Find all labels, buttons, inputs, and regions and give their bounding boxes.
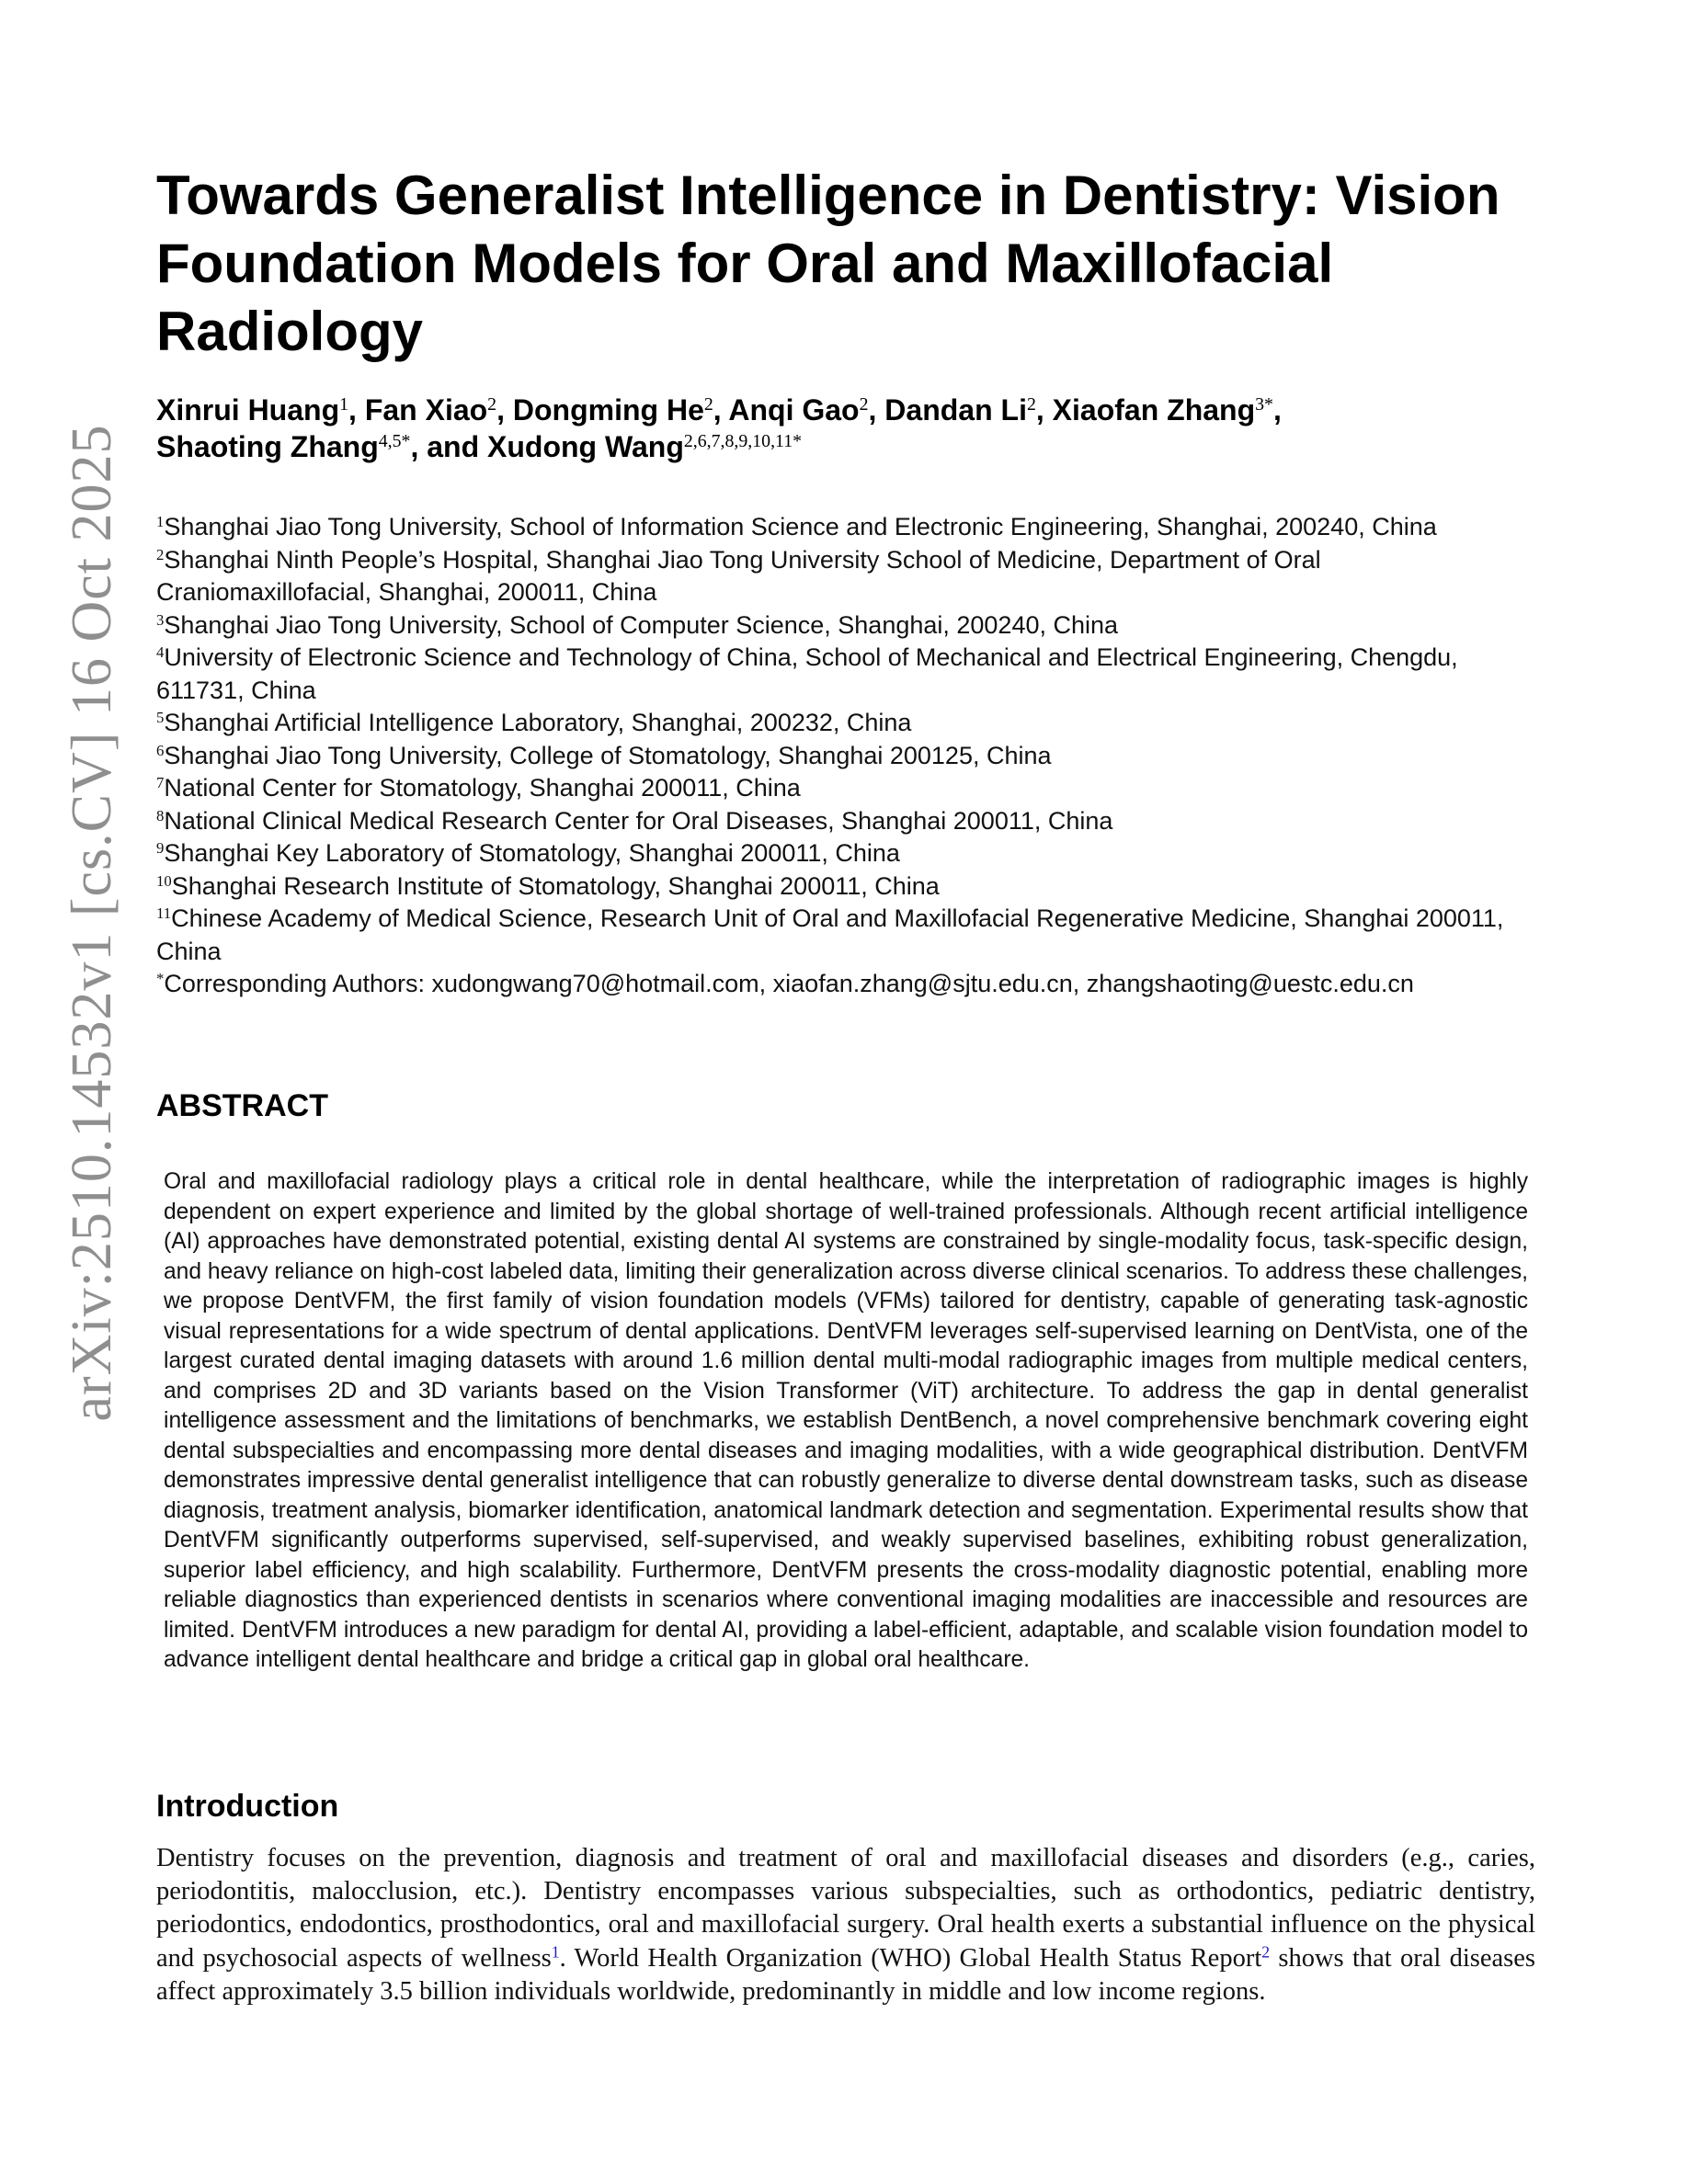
affiliation-mark: 6 — [156, 741, 165, 759]
author-name: Xinrui Huang — [156, 393, 340, 427]
affiliation-item — [156, 772, 1535, 805]
abstract-text: Oral and maxillofacial radiology plays a critical role in dental healthcare, while the interpretation of radiographic images is highly dependent on expert experience and limited by the global shortage of well-trained professionals. Although recent artificial intelligence (AI) approaches have demonstrated potential, existing dental AI systems are constrained by single-modality focus, task-specific design, and heavy reliance on high-cost labeled data, limiting their generalization across diverse clinical scenarios. To address these challenges, we propose DentVFM, the first family of vision foundation models (VFMs) tailored for dentistry, capable of generating task-agnostic visual representations for a wide spectrum of dental applications. DentVFM leverages self-supervised learning on DentVista, one of the largest curated dental imaging datasets with around 1.6 million dental multi-modal radiographic images from multiple medical centers, and comprises 2D and 3D variants based on the Vision Transformer (ViT) architecture. To address the gap in dental generalist intelligence assessment and the limitations of benchmarks, we establish DentBench, a novel comprehensive benchmark covering eight dental subspecialties and encompassing more dental diseases and imaging modalities, with a wide geographical distribution. DentVFM demonstrates impressive dental generalist intelligence that can robustly generalize to diverse dental downstream tasks, such as disease diagnosis, treatment analysis, biomarker identification, anatomical landmark detection and segmentation. Experimental results show that DentVFM significantly outperforms supervised, self-supervised, and weakly supervised baselines, exhibiting robust generalization, superior label efficiency, and high scalability. Furthermore, DentVFM presents the cross-modality diagnostic potential, enabling more reliable diagnostics than experienced dentists in scenarios where conventional imaging modalities are inaccessible and resources are limited. DentVFM introduces a new paradigm for dental AI, providing a label-efficient, adaptable, and scalable vision foundation model to advance intelligent dental healthcare and bridge a critical gap in global oral healthcare. — [164, 1169, 1528, 1672]
introduction-text: Dentistry focuses on the prevention, diagnosis and treatment of oral and maxillofacial diseases and disorders (e.g., caries, periodontitis, malocclusion, etc.). Dentistry encompasses various subspecialties, such as orthodontics, pediatric dentistry, periodontics, endodontics, prosthodontics, oral and maxillofacial surgery. Oral health exerts a substantial influence on the physical and psychosocial aspects of wellness — [156, 1844, 1535, 1973]
affiliation-item — [156, 511, 1535, 544]
author-name: Anqi Gao — [728, 393, 860, 427]
introduction-paragraph — [156, 1842, 1535, 2008]
affiliation-text: Chinese Academy of Medical Science, Research Unit of Oral and Maxillofacial Regenerative Medicine, Shanghai 200011, China — [156, 904, 1504, 965]
affiliation-text: Shanghai Jiao Tong University, School of Information Science and Electronic Engineering, Shanghai, 200240, China — [164, 513, 1437, 540]
author-affiliation-marks: 2 — [1026, 394, 1036, 415]
affiliation-mark: 9 — [156, 838, 165, 857]
author-name: Xiaofan Zhang — [1052, 393, 1256, 427]
affiliation-text: Shanghai Key Laboratory of Stomatology, Shanghai 200011, China — [164, 839, 900, 867]
author-affiliation-marks: 2 — [859, 394, 869, 415]
affiliation-item — [156, 837, 1535, 870]
affiliation-mark: 3 — [156, 610, 165, 629]
affiliation-text: University of Electronic Science and Technology of China, School of Mechanical and Electrical Engineering, Chengdu, 611731, China — [156, 643, 1458, 704]
author-separator: , — [348, 393, 365, 427]
author-name: Dandan Li — [884, 393, 1027, 427]
affiliation-mark: 4 — [156, 643, 165, 661]
affiliation-mark: 7 — [156, 773, 165, 791]
author-separator: , — [1272, 393, 1282, 427]
author-affiliation-marks: 1 — [339, 394, 349, 415]
author-name: Fan Xiao — [364, 393, 488, 427]
affiliation-text: Shanghai Artificial Intelligence Laboratory, Shanghai, 200232, China — [164, 709, 912, 736]
paper-title: Towards Generalist Intelligence in Dentistry: Vision Foundation Models for Oral and Maxillofacial Radiology — [156, 165, 1500, 362]
affiliation-mark: * — [156, 969, 165, 987]
affiliation-text: Shanghai Research Institute of Stomatology, Shanghai 200011, China — [171, 871, 940, 900]
corresponding-authors — [156, 968, 1535, 1001]
author-affiliation-marks: 4,5* — [378, 431, 411, 452]
author-name: Xudong Wang — [487, 430, 684, 463]
abstract-heading: ABSTRACT — [156, 1088, 328, 1123]
affiliation-item — [156, 707, 1535, 740]
affiliation-text: National Clinical Medical Research Center for Oral Diseases, Shanghai 200011, China — [164, 806, 1113, 835]
author-affiliation-marks: 2 — [703, 394, 713, 415]
author-separator: , — [713, 393, 729, 427]
affiliation-item — [156, 642, 1535, 707]
affiliation-item — [156, 903, 1535, 968]
introduction-text: . World Health Organization (WHO) Global Health Status Report — [559, 1943, 1262, 1973]
author-separator: , — [1035, 393, 1053, 427]
affiliation-mark: 2 — [156, 545, 165, 563]
introduction-text: shows that oral diseases affect approximately 3.5 billion individuals worldwide, predominantly in middle and low income regions. — [156, 1943, 1535, 2006]
citation-link[interactable]: 2 — [1261, 1941, 1271, 1961]
affiliation-item — [156, 740, 1535, 773]
affiliation-mark: 1 — [156, 512, 165, 530]
author-separator: , — [496, 393, 513, 427]
affiliation-item — [156, 609, 1535, 643]
affiliation-text: Shanghai Ninth People’s Hospital, Shanghai Jiao Tong University School of Medicine, Department of Oral Craniomaxillofacial, Shanghai, 200011, China — [156, 545, 1321, 606]
citation-link[interactable]: 1 — [551, 1941, 560, 1961]
affiliation-item — [156, 870, 1535, 904]
author-separator: , — [868, 393, 885, 427]
affiliation-list — [156, 511, 1535, 1001]
affiliation-text: Shanghai Jiao Tong University, School of Computer Science, Shanghai, 200240, China — [164, 610, 1119, 639]
affiliation-mark: 10 — [156, 871, 172, 890]
author-name: Dongming He — [512, 393, 704, 427]
author-name: Shaoting Zhang — [156, 430, 379, 463]
author-list — [156, 392, 1535, 465]
affiliation-mark: 5 — [156, 708, 165, 726]
affiliation-mark: 8 — [156, 806, 165, 825]
affiliation-item — [156, 805, 1535, 838]
author-affiliation-marks: 3* — [1255, 394, 1273, 415]
affiliation-item — [156, 544, 1535, 609]
arxiv-identifier-stamp: arXiv:2510.14532v1 [cs.CV] 16 Oct 2025 — [61, 424, 123, 1422]
affiliation-text: National Center for Stomatology, Shanghai 200011, China — [164, 774, 801, 802]
author-separator: , and — [410, 430, 488, 463]
affiliation-text: Corresponding Authors: xudongwang70@hotmail.com, xiaofan.zhang@sjtu.edu.cn, zhangshaoting@uestc.edu.cn — [164, 970, 1414, 997]
affiliation-mark: 11 — [156, 904, 172, 922]
author-affiliation-marks: 2,6,7,8,9,10,11* — [683, 431, 803, 452]
introduction-heading: Introduction — [156, 1789, 339, 1824]
author-affiliation-marks: 2 — [487, 394, 497, 415]
affiliation-text: Shanghai Jiao Tong University, College of Stomatology, Shanghai 200125, China — [164, 741, 1052, 769]
